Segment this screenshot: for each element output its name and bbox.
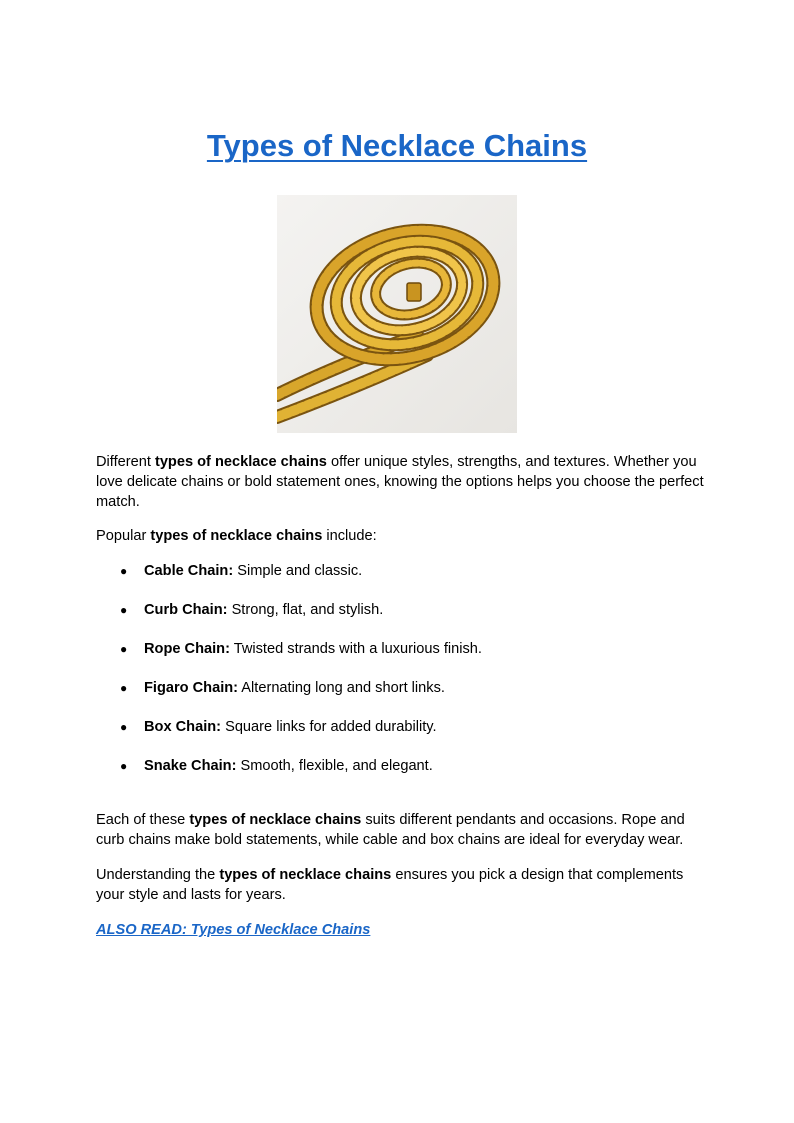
also-read-link[interactable]: ALSO READ: Types of Necklace Chains: [96, 922, 371, 938]
list-intro-paragraph: Popular types of necklace chains include:: [96, 528, 377, 544]
intro-paragraph: Different types of necklace chains offer unique styles, strengths, and textures. Whether you love delicate chains or bold statement ones, knowing the options helps you choose the perfect match.: [96, 454, 704, 510]
list-item: ● Rope Chain: Twisted strands with a luxurious finish.: [120, 641, 482, 657]
bullet-icon: ●: [120, 681, 128, 695]
chain-types-list: [96, 561, 482, 795]
gold-chain-icon: [277, 195, 517, 433]
list-item: ● Snake Chain: Smooth, flexible, and elegant.: [120, 758, 433, 774]
list-item: ● Cable Chain: Simple and classic.: [120, 563, 363, 579]
also-read: [96, 920, 370, 940]
list-item: ● Curb Chain: Strong, flat, and stylish.: [120, 602, 384, 618]
list-item: ● Figaro Chain: Alternating long and short links.: [120, 680, 445, 696]
bullet-icon: ●: [120, 603, 128, 617]
usage-paragraph: Each of these types of necklace chains suits different pendants and occasions. Rope and curb chains make bold statements, while cable and box chains are ideal for everyday wear.: [96, 812, 685, 848]
bullet-icon: ●: [120, 720, 128, 734]
bullet-icon: ●: [120, 642, 128, 656]
list-item: ● Box Chain: Square links for added durability.: [120, 719, 437, 735]
page-title: Types of Necklace Chains: [206, 128, 588, 163]
conclusion-paragraph: Understanding the types of necklace chains ensures you pick a design that complements your style and lasts for years.: [96, 867, 684, 903]
bullet-icon: ●: [120, 564, 128, 578]
necklace-chain-image: [277, 195, 517, 433]
bullet-icon: ●: [120, 759, 128, 773]
